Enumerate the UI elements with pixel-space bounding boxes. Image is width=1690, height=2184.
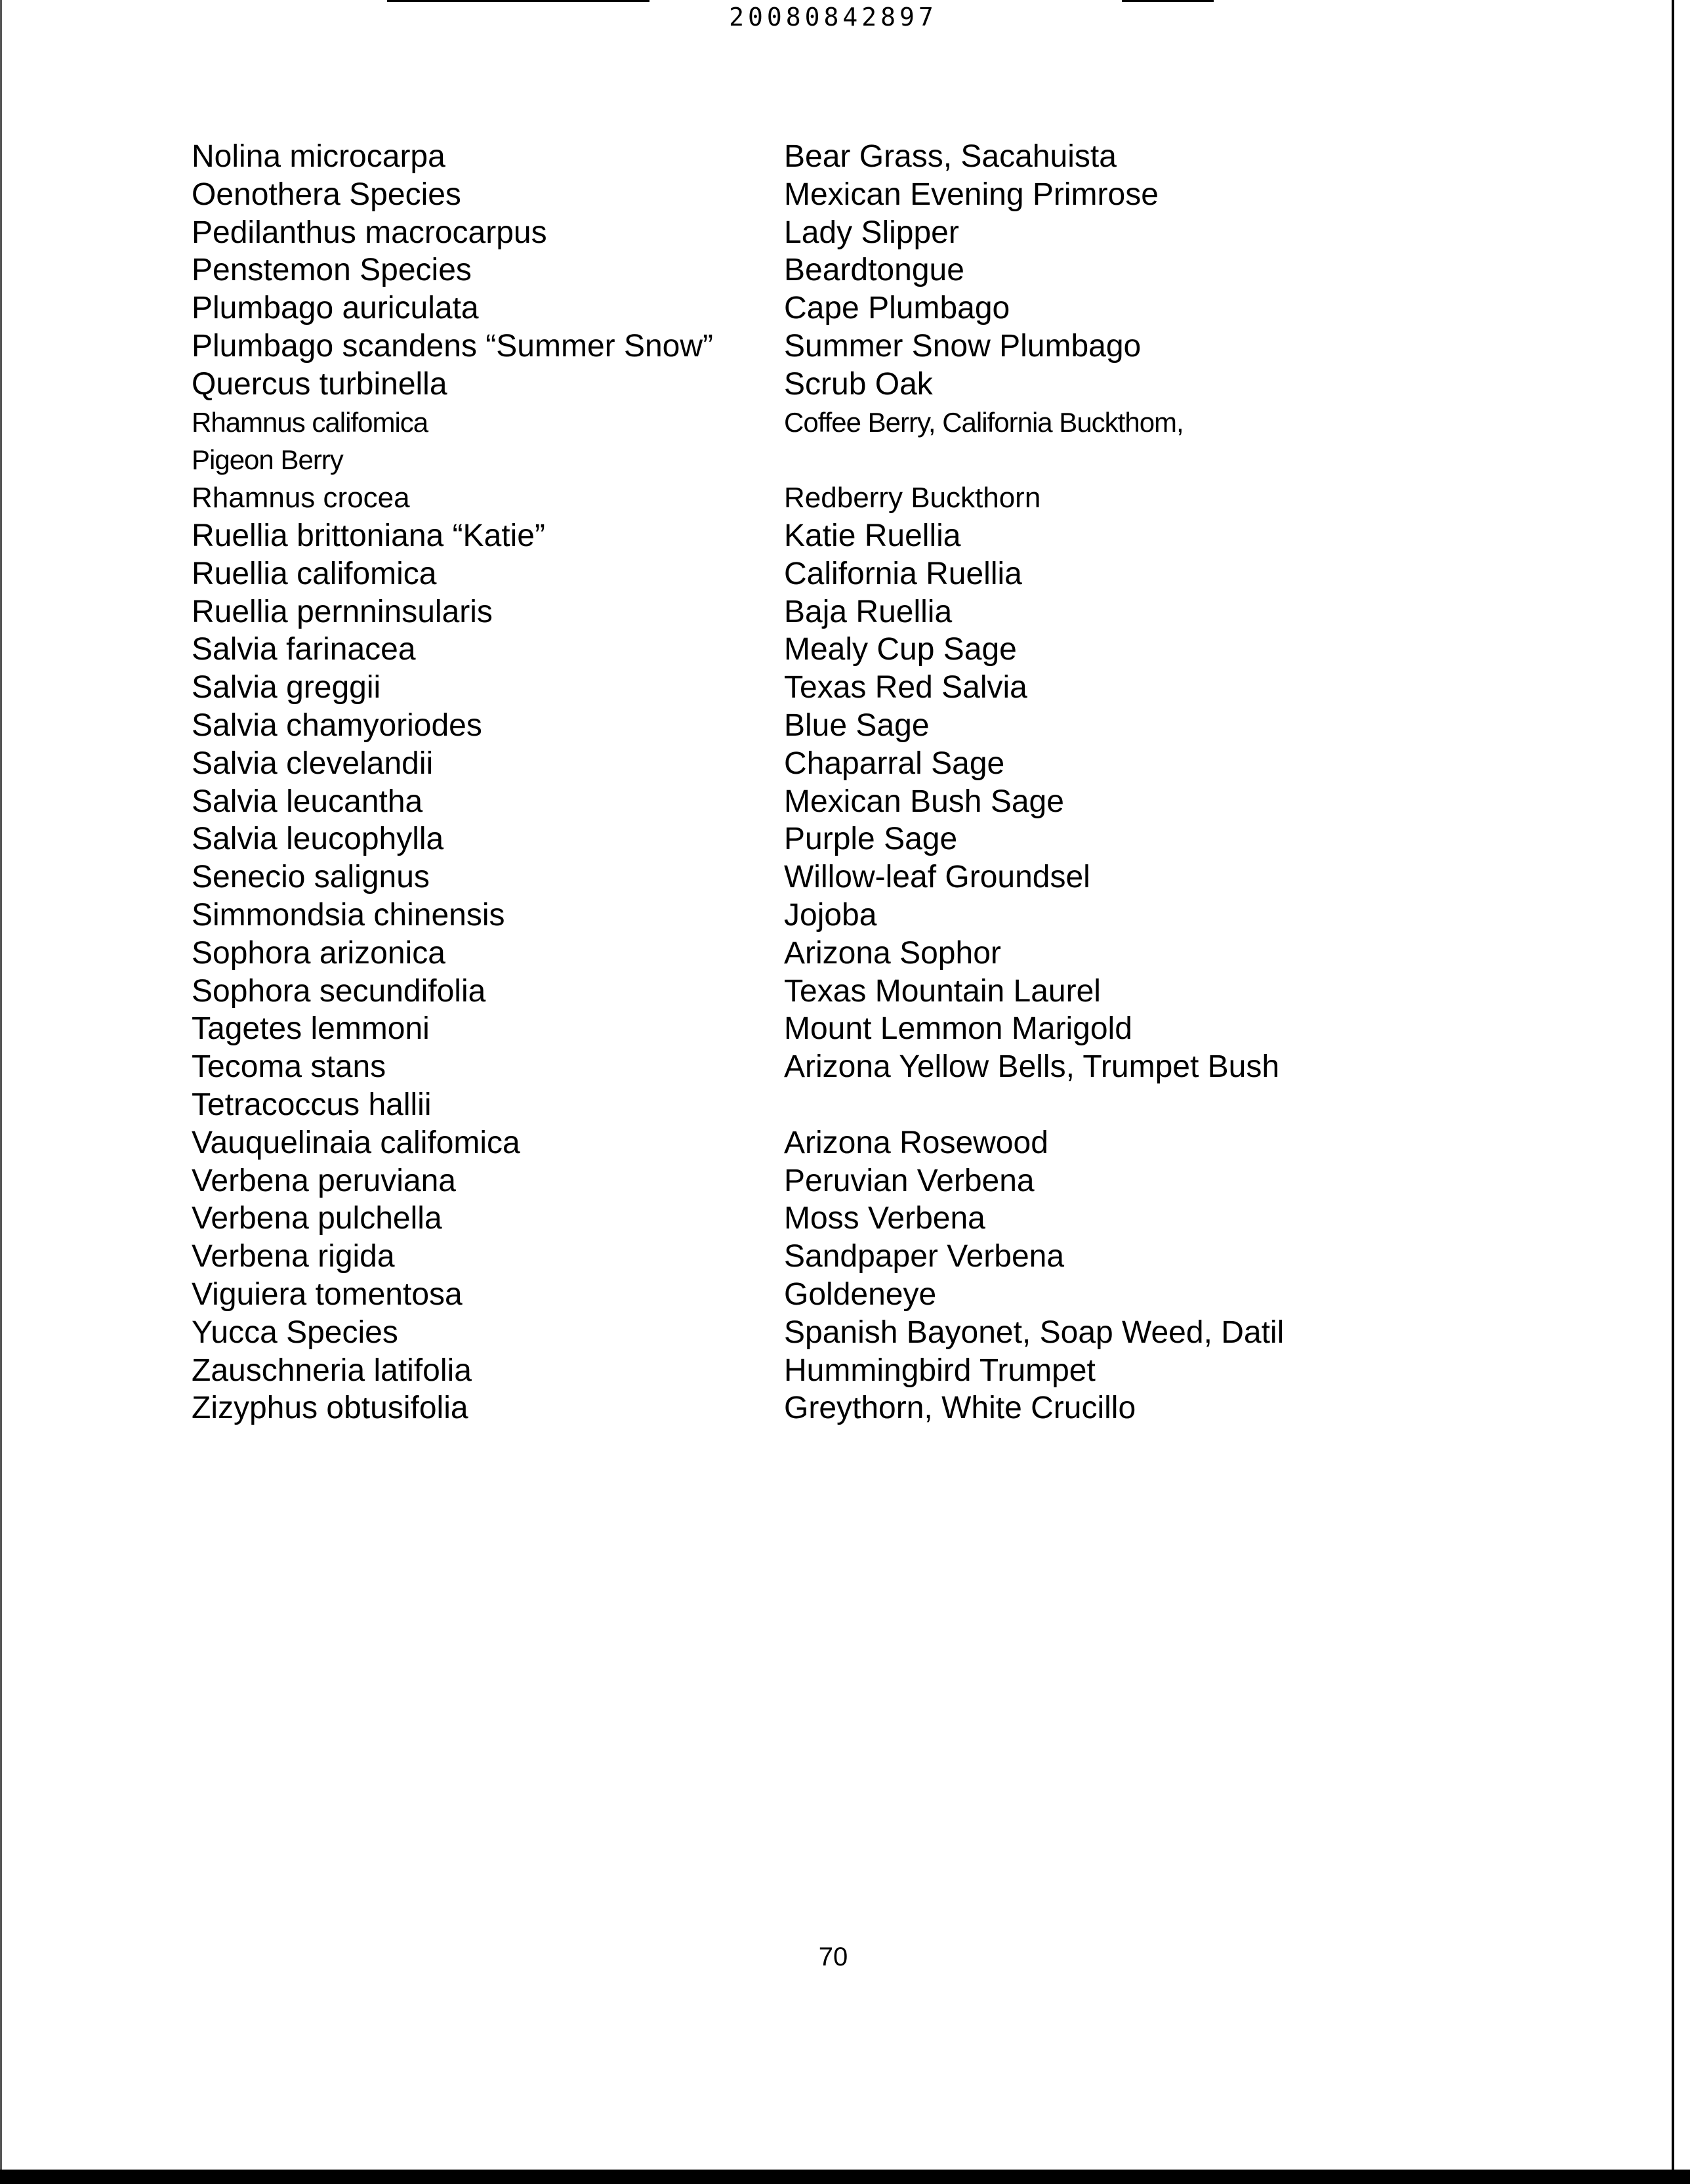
plant-row: [0, 1314, 1690, 1352]
scientific-name: Simmondsia chinensis: [192, 897, 505, 933]
scientific-name: Salvia leucantha: [192, 784, 423, 819]
common-name: Mexican Evening Primrose: [784, 177, 1159, 212]
scientific-name: Plumbago scandens “Summer Snow”: [192, 328, 714, 364]
scientific-name: Sophora secundifolia: [192, 973, 486, 1009]
common-name: California Ruellia: [784, 556, 1022, 591]
scientific-name: Ruellia brittoniana “Katie”: [192, 518, 545, 553]
scientific-name: Vauquelinaia califomica: [192, 1125, 520, 1160]
common-name: Mount Lemmon Marigold: [784, 1011, 1132, 1047]
common-name: Coffee Berry, California Buckthom,: [784, 406, 1184, 438]
plant-list: [0, 138, 1690, 1427]
plant-row: [0, 1238, 1690, 1276]
plant-row: [0, 593, 1690, 631]
common-name: Beardtongue: [784, 253, 964, 288]
common-name: Spanish Bayonet, Soap Weed, Datil: [784, 1314, 1285, 1350]
common-name: Moss Verbena: [784, 1201, 985, 1236]
scientific-name: Verbena rigida: [192, 1239, 395, 1274]
plant-row: [0, 327, 1690, 366]
plant-row: [0, 820, 1690, 858]
scientific-name: Salvia clevelandii: [192, 746, 434, 781]
common-name: Blue Sage: [784, 707, 930, 743]
scientific-name: Rhamnus crocea: [192, 482, 410, 514]
plant-row: [0, 479, 1690, 517]
plant-row: [0, 669, 1690, 707]
plant-row: [0, 1124, 1690, 1162]
scientific-name: Senecio salignus: [192, 860, 430, 895]
common-name: Katie Ruellia: [784, 518, 961, 553]
scan-top-line-left: [387, 0, 649, 2]
common-name: Hummingbird Trumpet: [784, 1353, 1096, 1388]
common-name: Bear Grass, Sacahuista: [784, 139, 1117, 174]
common-name: Chaparral Sage: [784, 746, 1005, 781]
plant-row: [0, 973, 1690, 1011]
scientific-name: Pigeon Berry: [192, 444, 343, 476]
common-name: Arizona Yellow Bells, Trumpet Bush: [784, 1049, 1280, 1085]
common-name: Goldeneye: [784, 1276, 937, 1312]
common-name: Peruvian Verbena: [784, 1163, 1035, 1198]
plant-row: [0, 1010, 1690, 1048]
scientific-name: Salvia greggii: [192, 670, 381, 705]
scientific-name: Zizyphus obtusifolia: [192, 1391, 468, 1426]
plant-row: [0, 858, 1690, 896]
scientific-name: Ruellia califomica: [192, 556, 437, 591]
plant-row: [0, 745, 1690, 783]
scientific-name: Ruellia pernninsularis: [192, 594, 493, 629]
scientific-name: Sophora arizonica: [192, 935, 445, 971]
common-name: Jojoba: [784, 897, 877, 933]
plant-row: [0, 555, 1690, 593]
scientific-name: Oenothera Species: [192, 177, 461, 212]
scientific-name: Salvia farinacea: [192, 632, 416, 667]
plant-row: [0, 896, 1690, 934]
scientific-name: Penstemon Species: [192, 253, 472, 288]
scientific-name: Yucca Species: [192, 1314, 398, 1350]
plant-row: [0, 289, 1690, 327]
common-name: Redberry Buckthorn: [784, 482, 1041, 514]
plant-row: [0, 366, 1690, 404]
plant-row: [0, 783, 1690, 821]
plant-row: [0, 707, 1690, 745]
common-name: Mexican Bush Sage: [784, 784, 1064, 819]
plant-row: [0, 934, 1690, 973]
common-name: Arizona Rosewood: [784, 1125, 1048, 1160]
common-name: Arizona Sophor: [784, 935, 1001, 971]
plant-row: [0, 1200, 1690, 1238]
common-name: Purple Sage: [784, 822, 958, 857]
common-name: Mealy Cup Sage: [784, 632, 1017, 667]
plant-row: [0, 1086, 1690, 1124]
plant-row: [0, 1352, 1690, 1390]
plant-row-continuation: [0, 441, 1690, 479]
common-name: Lady Slipper: [784, 215, 959, 250]
plant-row: [0, 214, 1690, 252]
scientific-name: Pedilanthus macrocarpus: [192, 215, 547, 250]
common-name: Baja Ruellia: [784, 594, 953, 629]
scan-top-line-right: [1122, 0, 1214, 2]
page-number: 70: [818, 1942, 848, 1971]
common-name: Sandpaper Verbena: [784, 1239, 1065, 1274]
plant-row: [0, 138, 1690, 176]
common-name: Texas Red Salvia: [784, 670, 1027, 705]
plant-row: [0, 251, 1690, 289]
document-number: 20080842897: [729, 3, 938, 32]
scientific-name: Tecoma stans: [192, 1049, 386, 1085]
scientific-name: Verbena pulchella: [192, 1201, 442, 1236]
common-name: Summer Snow Plumbago: [784, 328, 1142, 364]
plant-row: [0, 1048, 1690, 1086]
plant-row: [0, 1162, 1690, 1200]
plant-row: [0, 631, 1690, 669]
common-name: Texas Mountain Laurel: [784, 973, 1101, 1009]
scientific-name: Salvia leucophylla: [192, 822, 444, 857]
scientific-name: Verbena peruviana: [192, 1163, 456, 1198]
scientific-name: Tetracoccus hallii: [192, 1087, 432, 1122]
plant-row: [0, 1389, 1690, 1427]
common-name: Cape Plumbago: [784, 291, 1010, 326]
plant-row: [0, 176, 1690, 214]
plant-row: [0, 404, 1690, 442]
scientific-name: Salvia chamyoriodes: [192, 707, 482, 743]
common-name: Greythorn, White Crucillo: [784, 1391, 1136, 1426]
common-name: Willow-leaf Groundsel: [784, 860, 1090, 895]
scientific-name: Tagetes lemmoni: [192, 1011, 430, 1047]
scientific-name: Nolina microcarpa: [192, 139, 445, 174]
scientific-name: Viguiera tomentosa: [192, 1276, 463, 1312]
scientific-name: Quercus turbinella: [192, 366, 447, 402]
plant-row: [0, 1276, 1690, 1314]
scientific-name: Rhamnus califomica: [192, 406, 428, 438]
plant-row: [0, 517, 1690, 555]
common-name: Scrub Oak: [784, 366, 933, 402]
scientific-name: Zauschneria latifolia: [192, 1353, 472, 1388]
scientific-name: Plumbago auriculata: [192, 291, 479, 326]
scan-bottom-edge: [0, 2170, 1690, 2184]
